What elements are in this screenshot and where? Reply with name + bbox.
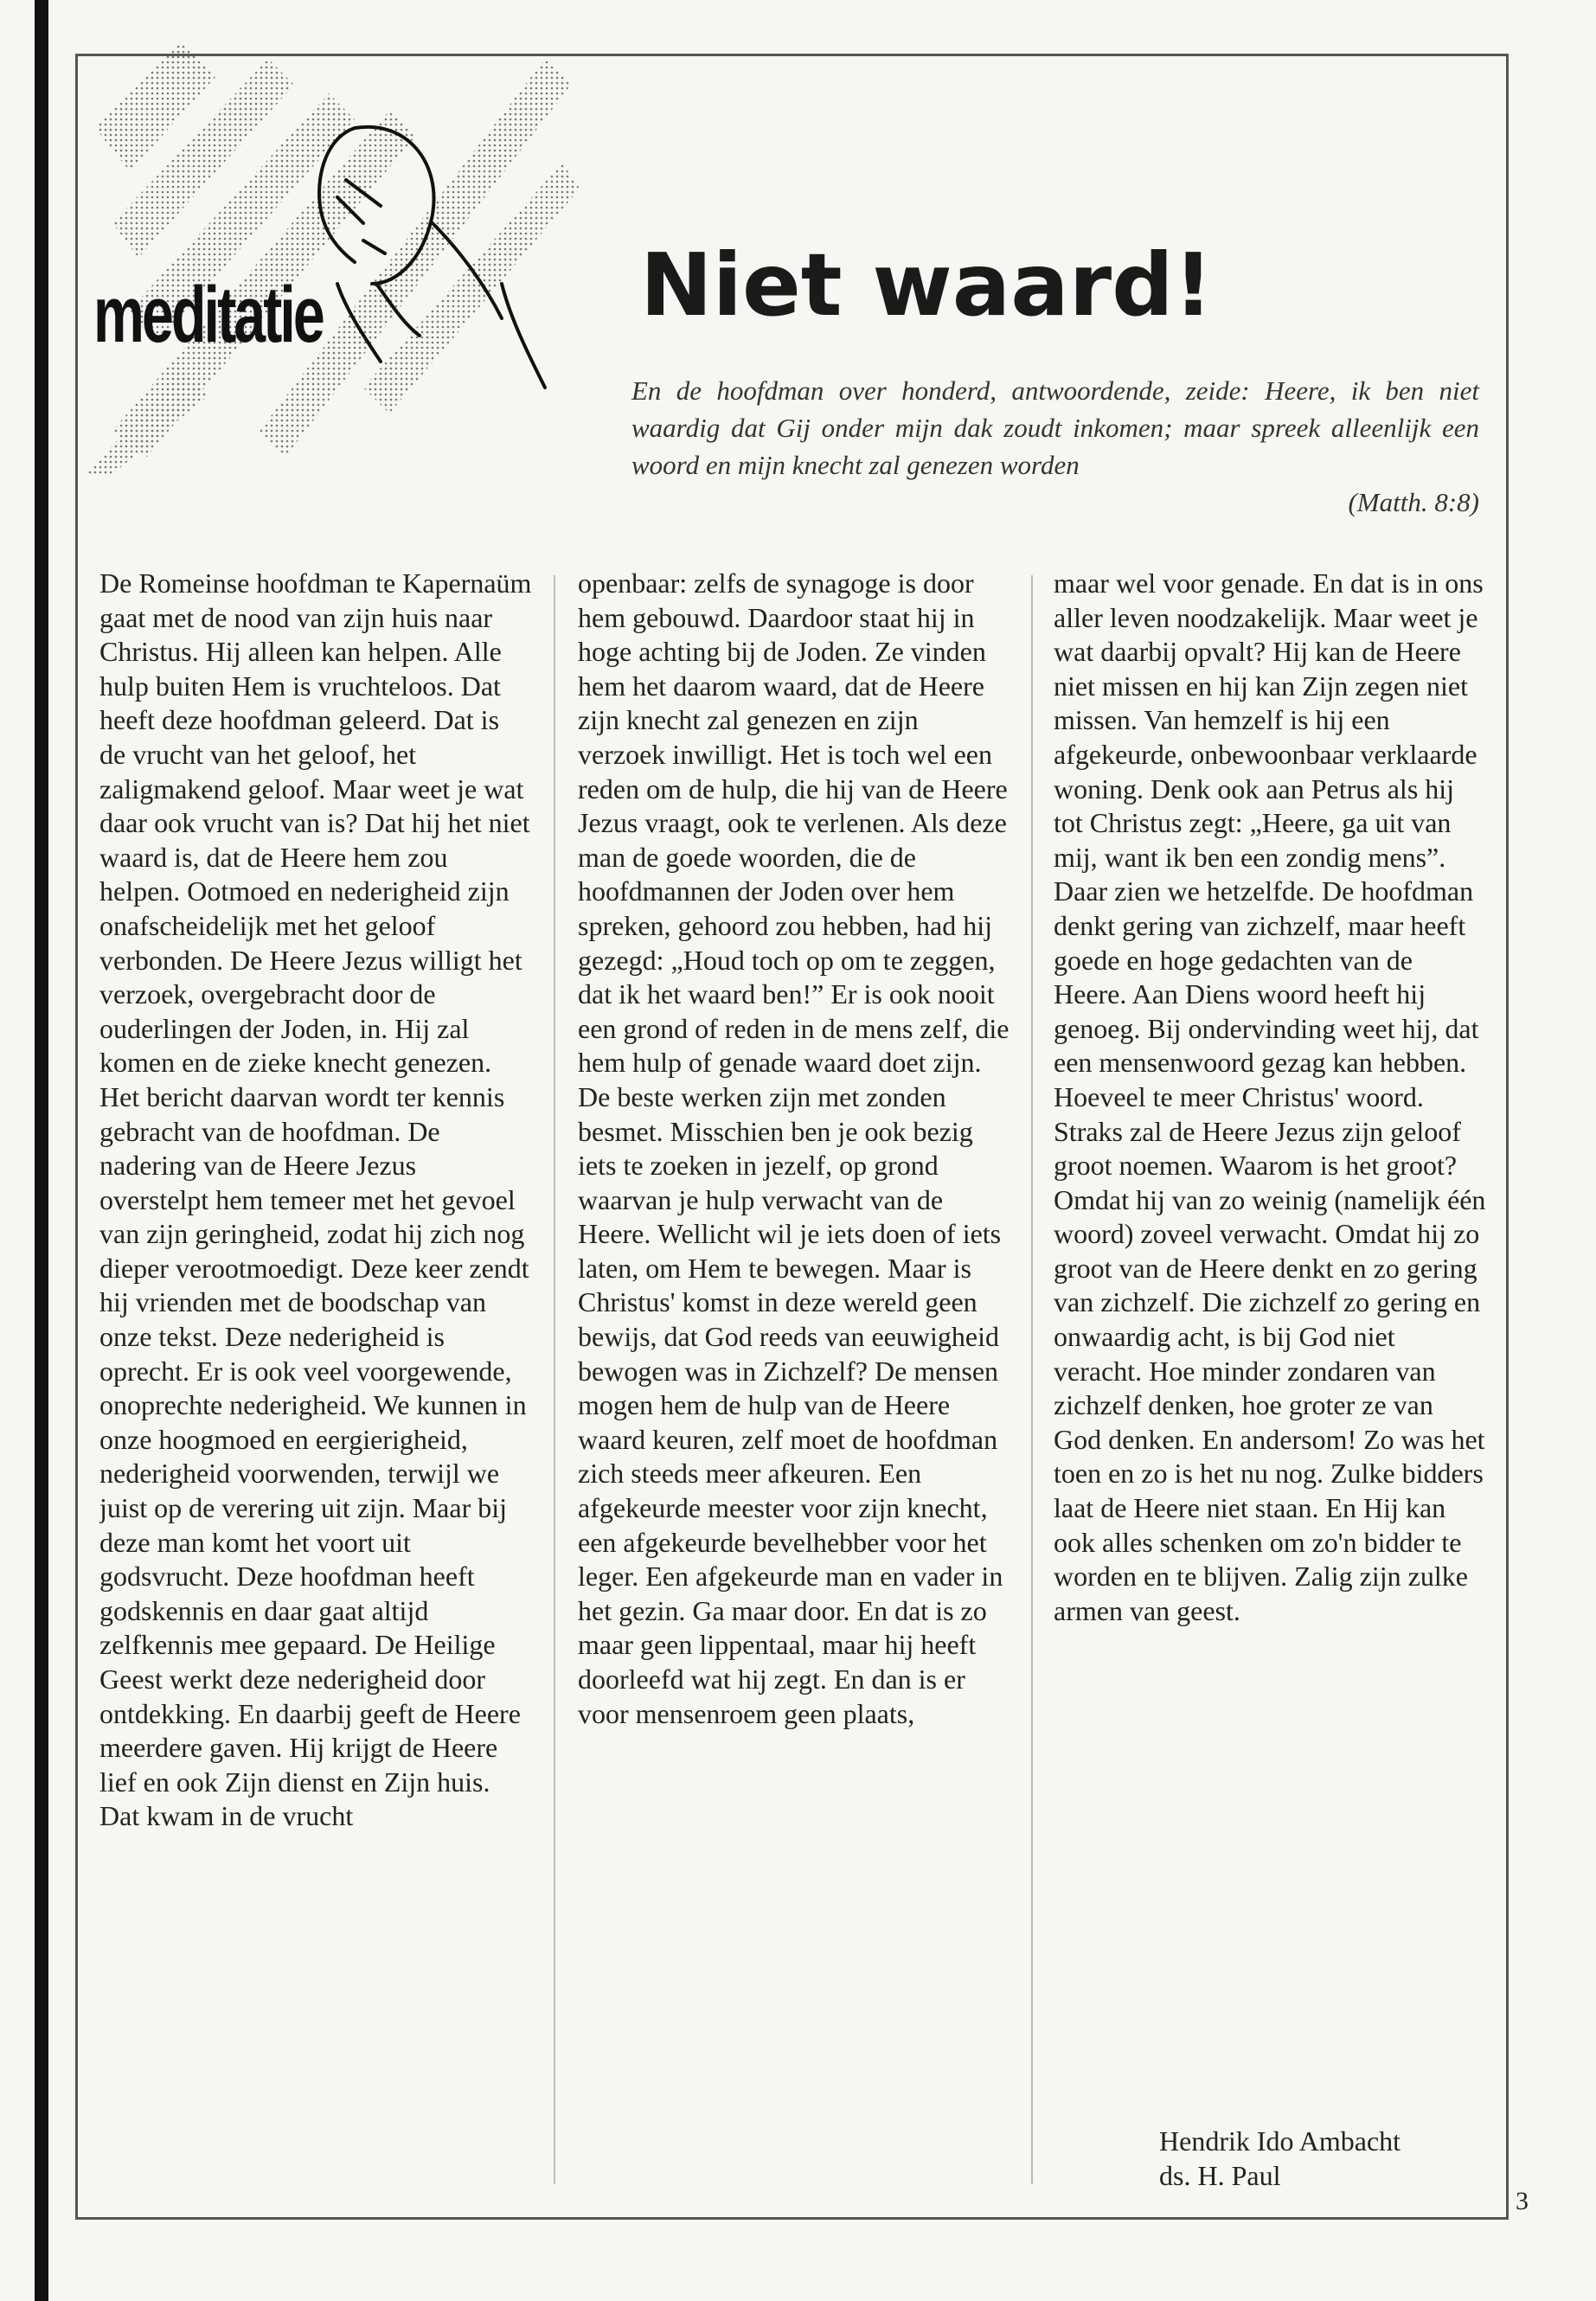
halftone-texture <box>87 42 580 474</box>
signature <box>1159 2124 1401 2193</box>
text-column-2 <box>578 567 1010 2202</box>
column-text: De Romeinse hoofdman te Kapernaüm gaat met de nood van zijn huis naar Christus. Hij alleen kan helpen. Alle hulp buiten Hem is vruchteloos. Dat heeft deze hoofdman geleerd. Dat is de vrucht van het geloof, het zaligmakend geloof. Maar weet je wat daar ook vrucht van is? Dat hij het niet waard is, dat de Heere hem zou helpen. Ootmoed en nederigheid zijn onafscheidelijk met het geloof verbonden. De Heere Jezus willigt het verzoek, overgebracht door de ouderlingen der Joden, in. Hij zal komen en de zieke knecht genezen. Het bericht daarvan wordt ter kennis gebracht van de hoofdman. De nadering van de Heere Jezus overstelpt hem temeer met het gevoel van zijn geringheid, zodat hij zich nog dieper verootmoedigt. Deze keer zendt hij vrienden met de boodschap van onze tekst. Deze nederigheid is oprecht. Er is ook veel voorgewende, onoprechte nederigheid. We kunnen in onze hoogmoed en eergierigheid, nederigheid voorwenden, terwijl we juist op de verering uit zijn. Maar bij deze man komt het voort uit godsvrucht. Deze hoofdman heeft godskennis en daar gaat altijd zelfkennis mee gepaard. De Heilige Geest werkt deze nederigheid door ontdekking. En daarbij geeft de Heere meerdere gaven. Hij krijgt de Heere lief en ook Zijn dienst en Zijn huis. Dat kwam in de vrucht <box>99 567 532 1832</box>
column-divider <box>1031 575 1033 2184</box>
signature-place: Hendrik Ido Ambacht <box>1159 2125 1401 2157</box>
column-divider <box>554 575 555 2184</box>
text-column-3 <box>1054 567 1486 2202</box>
column-text: openbaar: zelfs de synagoge is door hem gebouwd. Daardoor staat hij in hoge achting bij de Joden. Ze vinden hem het daarom waard, dat de Heere zijn knecht zal genezen en zijn verzoek inwilligt. Het is toch wel een reden om de hulp, die hij van de Heere Jezus vraagt, ook te verlenen. Als deze man de goede woorden, die de hoofdmannen der Joden over hem spreken, gehoord zou hebben, had hij gezegd: „Houd toch op om te zeggen, dat ik het waard ben!” Er is ook nooit een grond of reden in de mens zelf, die hem hulp of genade waard doet zijn. De beste werken zijn met zonden besmet. Misschien ben je ook bezig iets te zoeken in jezelf, op grond waarvan je hulp verwacht van de Heere. Wellicht wil je iets doen of iets laten, om Hem te bewegen. Maar is Christus' komst in deze wereld geen bewijs, dat God reeds van eeuwigheid bewogen was in Zichzelf? De mensen mogen hem de hulp van de Heere waard keuren, zelf moet de hoofdman zich steeds meer afkeuren. Een afgekeurde meester voor zijn knecht, een afgekeurde bevelhebber voor het leger. Een afgekeurde man en vader in het gezin. Ga maar door. En dat is zo maar geen lippentaal, maar hij heeft doorleefd wat hij zegt. En dan is er voor mensenroem geen plaats, <box>578 567 1010 1729</box>
section-label: meditatie <box>93 271 323 359</box>
binding-edge <box>35 0 48 2301</box>
column-text: maar wel voor genade. En dat is in ons aller leven noodzakelijk. Maar weet je wat daarbij opvalt? Hij kan de Heere niet missen en hij kan Zijn zegen niet missen. Van hemzelf is hij een afgekeurde, onbewoonbaar verklaarde woning. Denk ook aan Petrus als hij tot Christus zegt: „Heere, ga uit van mij, want ik ben een zondig mens”. Daar zien we hetzelfde. De hoofdman denkt gering van zichzelf, maar heeft goede en hoge gedachten van de Heere. Aan Diens woord heeft hij genoeg. Bij ondervinding weet hij, dat een mensenwoord gezag kan hebben. Hoeveel te meer Christus' woord. Straks zal de Heere Jezus zijn geloof groot noemen. Waarom is het groot? Omdat hij van zo weinig (namelijk één woord) zoveel verwacht. Omdat hij zo groot van de Heere denkt en zo gering van zichzelf. Die zichzelf zo gering en onwaardig acht, is bij God niet veracht. Hoe minder zondaren van zichzelf denken, hoe groter ze van God denken. En andersom! Zo was het toen en zo is het nu nog. Zulke bidders laat de Heere niet staan. En Hij kan ook alles schenken om zo'n bidder te worden en te blijven. Zalig zijn zulke armen van geest. <box>1054 567 1486 1626</box>
text-column-1 <box>99 567 532 2202</box>
bible-quote <box>631 372 1479 521</box>
quote-text: En de hoofdman over honderd, antwoordende, zeide: Heere, ik ben niet waardig dat Gij onder mijn dak zoudt inkomen; maar spreek alleenlijk een woord en mijn knecht zal genezen worden <box>631 375 1479 480</box>
page-number: 3 <box>1516 2187 1529 2215</box>
signature-author: ds. H. Paul <box>1159 2160 1281 2191</box>
quote-reference: (Matth. 8:8) <box>1348 487 1479 517</box>
praying-figure-illustration <box>78 24 580 474</box>
page-title: Niet waard! <box>640 234 1214 336</box>
